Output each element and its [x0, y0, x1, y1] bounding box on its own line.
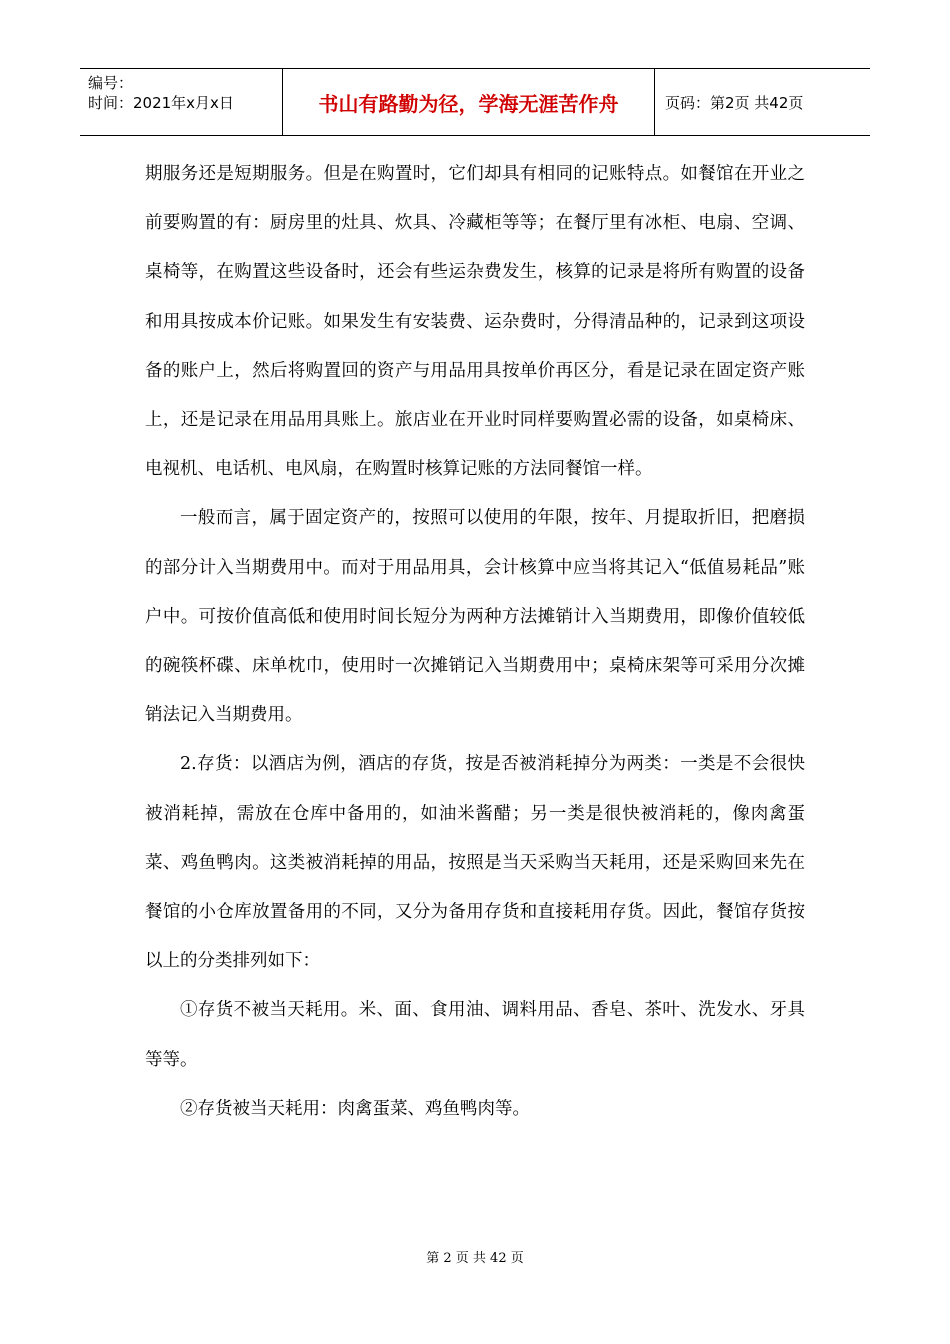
document-number-label: 编号：: [88, 74, 134, 92]
header-motto: 书山有路勤为径，学海无涯苦作舟: [282, 69, 655, 135]
paragraph: 一般而言，属于固定资产的，按照可以使用的年限，按年、月提取折旧，把磨损的部分计入当期费用中。而对于用品用具，会计核算中应当将其记入“低值易耗品”账户中。可按价值高低和使用时间长短分为两种方法摊销计入当期费用，即像价值较低的碗筷杯碟、床单枕巾，使用时一次摊销记入当期费用中；桌椅床架等可采用分次摊销法记入当期费用。: [145, 508, 805, 726]
page-footer: 第 2 页 共 42 页: [426, 1251, 524, 1266]
header-meta-cell: [80, 69, 282, 135]
document-date-label: 时间：2021年x月x日: [88, 94, 234, 112]
paragraph-continued: 期服务还是短期服务。但是在购置时，它们却具有相同的记账特点。如餐馆在开业之前要购置的有：厨房里的灶具、炊具、冷藏柜等等；在餐厅里有冰柜、电扇、空调、桌椅等，在购置这些设备时，还会有些运杂费发生，核算的记录是将所有购置的设备和用具按成本价记账。如果发生有安装费、运杂费时，分得清品种的，记录到这项设备的账户上，然后将购置回的资产与用品用具按单价再区分，看是记录在固定资产账上，还是记录在用品用具账上。旅店业在开业时同样要购置必需的设备，如桌椅床、电视机、电话机、电风扇，在购置时核算记账的方法同餐馆一样。: [145, 164, 805, 480]
header-page-info: 页码：第2页 共42页: [665, 93, 804, 112]
page-header: [80, 68, 870, 136]
paragraph: ②存货被当天耗用：肉禽蛋菜、鸡鱼鸭肉等。: [180, 1098, 530, 1119]
paragraph: 2.存货：以酒店为例，酒店的存货，按是否被消耗掉分为两类：一类是不会很快被消耗掉，需放在仓库中备用的，如油米酱醋；另一类是很快被消耗的，像肉禽蛋菜、鸡鱼鸭肉。这类被消耗掉的用品，按照是当天采购当天耗用，还是采购回来先在餐馆的小仓库放置备用的不同，又分为备用存货和直接耗用存货。因此，餐馆存货按以上的分类排列如下：: [145, 754, 805, 972]
document-body: [145, 150, 805, 1134]
paragraph: ①存货不被当天耗用。米、面、食用油、调料用品、香皂、茶叶、洗发水、牙具等等。: [145, 1000, 805, 1070]
